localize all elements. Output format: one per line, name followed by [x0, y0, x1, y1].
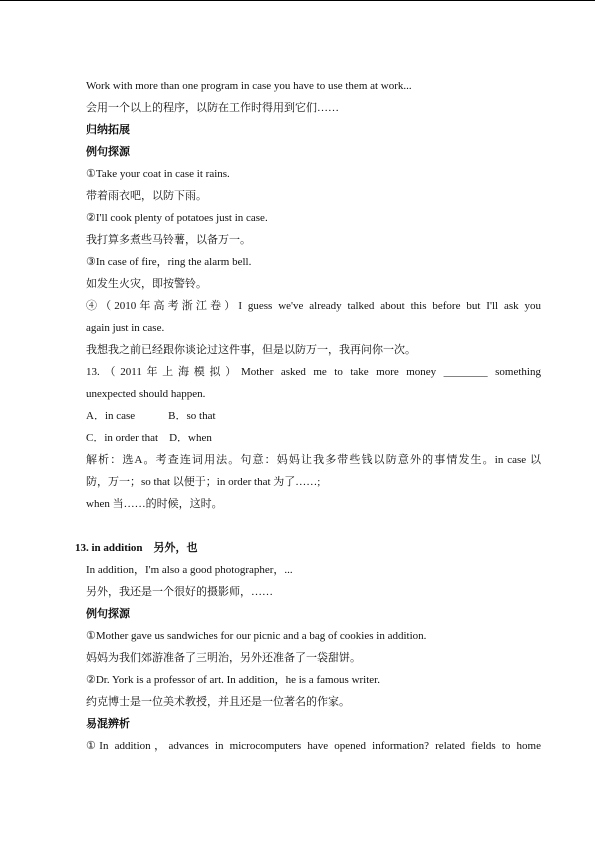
section-heading: 易混辨析 — [86, 718, 130, 730]
text-line: 如发生火灾，即按警铃。 — [86, 278, 207, 290]
text-line: 约克博士是一位美术教授，并且还是一位著名的作家。 — [86, 696, 350, 708]
answer-options: A．in case B．so that — [86, 410, 216, 422]
explanation-line: when 当……的时候，这时。 — [86, 498, 223, 510]
text-line: 我打算多煮些马铃薯，以备万一。 — [86, 234, 251, 246]
text-line: ②I'll cook plenty of potatoes just in case. — [86, 212, 268, 224]
text-line: In addition，I'm also a good photographer，... — [86, 564, 293, 576]
text-line: 另外，我还是一个很好的摄影师，…… — [86, 586, 273, 598]
text-line: 我想我之前已经跟你谈论过这件事，但是以防万一，我再问你一次。 — [86, 344, 416, 356]
section-heading: 例句探源 — [86, 146, 130, 158]
text-line: ①Take your coat in case it rains. — [86, 168, 230, 180]
text-line: ③In case of fire，ring the alarm bell. — [86, 256, 252, 268]
explanation-line: 防，万一；so that 以便于；in order that 为了……; — [86, 476, 321, 488]
entry-heading: 13. in addition 另外，也 — [75, 542, 198, 554]
question-stem: 13.（2011年上海模拟）Mother asked me to take more money ________ something — [86, 366, 541, 378]
section-heading: 例句探源 — [86, 608, 130, 620]
section-heading: 归纳拓展 — [86, 124, 130, 136]
text-line: 会用一个以上的程序，以防在工作时得用到它们…… — [86, 102, 339, 114]
text-line: ④（2010年高考浙江卷）I guess we've already talked about this before but I'll ask you — [86, 300, 541, 312]
text-line: 妈妈为我们郊游准备了三明治，另外还准备了一袋甜饼。 — [86, 652, 361, 664]
explanation-line: 解析：选A。考查连词用法。句意：妈妈让我多带些钱以防意外的事情发生。in case 以 — [86, 454, 541, 466]
text-line: ①In addition，advances in microcomputers have opened information? related fields to home — [86, 740, 541, 752]
answer-options: C．in order that D．when — [86, 432, 212, 444]
text-line: 带着雨衣吧，以防下雨。 — [86, 190, 207, 202]
question-stem: unexpected should happen. — [86, 388, 206, 400]
text-line: ②Dr. York is a professor of art. In addition，he is a famous writer. — [86, 674, 380, 686]
text-line: again just in case. — [86, 322, 165, 334]
text-line: Work with more than one program in case you have to use them at work... — [86, 80, 412, 92]
text-line: ①Mother gave us sandwiches for our picnic and a bag of cookies in addition. — [86, 630, 427, 642]
